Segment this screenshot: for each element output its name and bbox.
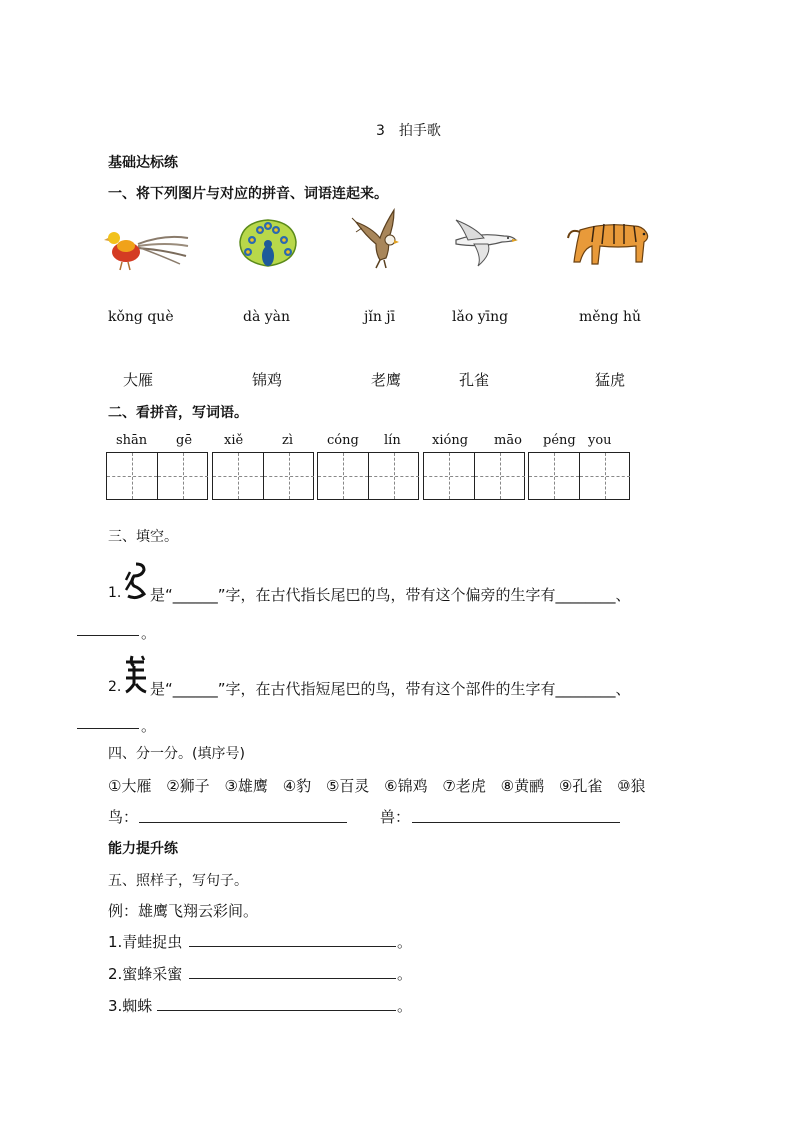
q2-pinyin: lín <box>384 433 401 448</box>
q4-beast-label: 兽： <box>380 808 411 826</box>
page-title: 3 拍手歌 <box>376 123 441 139</box>
writing-grid-3[interactable] <box>317 452 419 500</box>
q4-options <box>108 775 646 796</box>
q4-option: ⑦老虎 <box>442 777 486 795</box>
q1-word-3: 老鹰 <box>371 371 402 389</box>
ancient-bird-short-tail-glyph <box>122 652 150 696</box>
q3-item1-blank[interactable] <box>77 635 139 636</box>
q1-pinyin-5: měng hǔ <box>579 309 642 325</box>
q4-option: ①大雁 <box>108 777 152 795</box>
q1-pinyin-4: lǎo yīng <box>452 309 509 325</box>
q2-pinyin: shān <box>116 433 148 448</box>
q3-item2-blank[interactable] <box>77 728 139 729</box>
q2-pinyin: gē <box>176 433 193 448</box>
q3-item2-text: 是“______”字，在古代指短尾巴的鸟，带有这个部件的生字有________、 <box>150 680 631 698</box>
q1-pinyin-1: kǒng què <box>108 309 174 325</box>
q5-item-1-end: 。 <box>397 933 413 951</box>
q4-option: ⑩狼 <box>617 777 646 795</box>
q1-pinyin-2: dà yàn <box>243 309 291 325</box>
q4-option: ⑨孔雀 <box>558 777 603 795</box>
q2-pinyin: xiě <box>224 433 244 448</box>
writing-grid-2[interactable] <box>212 452 314 500</box>
q4-option: ⑧黄鹂 <box>500 777 545 795</box>
q5-item-1-blank[interactable] <box>189 946 396 947</box>
section-advanced: 能力提升练 <box>108 841 178 857</box>
q4-option: ④豹 <box>282 777 312 795</box>
q3-item2-end: 。 <box>141 717 157 735</box>
q4-heading: 四、分一分。(填序号) <box>108 746 245 762</box>
q5-item-2-end: 。 <box>397 965 413 983</box>
q2-heading: 二、看拼音，写词语。 <box>108 405 248 421</box>
q4-bird-label: 鸟： <box>108 808 139 826</box>
q3-item1-end: 。 <box>141 624 157 642</box>
writing-grid-1[interactable] <box>106 452 208 500</box>
q5-item-3-end: 。 <box>397 997 413 1015</box>
q5-example: 例：雄鹰飞翔云彩间。 <box>108 902 259 920</box>
eagle-image <box>350 208 410 270</box>
q2-pinyin: māo <box>494 433 522 448</box>
q5-item-3-blank[interactable] <box>157 1010 396 1011</box>
section-basic: 基础达标练 <box>108 155 178 171</box>
q4-option: ⑤百灵 <box>325 777 370 795</box>
writing-grid-4[interactable] <box>423 452 525 500</box>
q5-item-3: 3.蜘蛛 <box>108 997 153 1015</box>
golden-pheasant-image <box>104 222 190 272</box>
q1-heading: 一、将下列图片与对应的拼音、词语连起来。 <box>108 186 388 202</box>
q5-item-2: 2.蜜蜂采蜜 <box>108 965 183 983</box>
writing-grid-5[interactable] <box>528 452 630 500</box>
q1-word-1: 大雁 <box>123 371 154 389</box>
q3-item1-text: 是“______”字，在古代指长尾巴的鸟，带有这个偏旁的生字有________、 <box>150 586 631 604</box>
q2-pinyin: péng <box>543 433 576 448</box>
q4-option: ②狮子 <box>166 777 210 795</box>
q2-pinyin: xióng <box>432 433 469 448</box>
q4-option: ③雄鹰 <box>224 777 268 795</box>
peacock-image <box>238 218 298 270</box>
q4-beast-blank[interactable] <box>412 822 620 823</box>
q2-pinyin: you <box>588 433 612 448</box>
q3-heading: 三、填空。 <box>108 529 178 545</box>
wild-goose-image <box>448 218 518 268</box>
tiger-image <box>564 212 656 268</box>
q5-item-2-blank[interactable] <box>189 978 396 979</box>
q4-option: ⑥锦鸡 <box>384 777 428 795</box>
q4-bird-blank[interactable] <box>139 822 347 823</box>
q1-pinyin-3: jǐn jī <box>364 309 396 325</box>
q2-pinyin: cóng <box>327 433 359 448</box>
q3-item1-number: 1. <box>108 585 122 601</box>
q2-pinyin: zì <box>282 433 294 448</box>
q1-word-5: 猛虎 <box>595 371 626 389</box>
q5-heading: 五、照样子，写句子。 <box>108 873 248 889</box>
q3-item2-number: 2. <box>108 679 122 695</box>
q1-word-2: 锦鸡 <box>252 371 283 389</box>
q5-item-1: 1.青蛙捉虫 <box>108 933 183 951</box>
ancient-bird-long-tail-glyph <box>122 560 150 602</box>
q1-word-4: 孔雀 <box>459 371 490 389</box>
